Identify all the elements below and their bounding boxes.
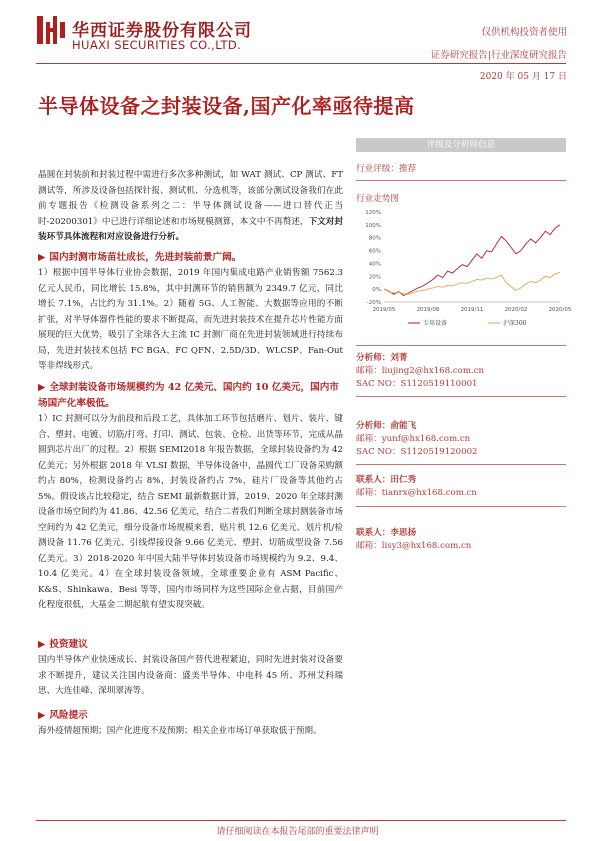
- analyst-email[interactable]: 邮箱：lisy3@hx168.com.cn: [356, 541, 472, 551]
- analyst-email[interactable]: 邮箱：liujing2@hx168.com.cn: [356, 366, 485, 376]
- section-market: [38, 250, 343, 375]
- y-tick-label: 80%: [368, 235, 381, 242]
- triangle-bullet-icon: ▶: [38, 639, 46, 650]
- section-body: 海外疫情超预期；国产化进度不及预期；相关企业市场订单获取低于预期。: [38, 726, 322, 736]
- company-name-en: HUAXI SECURITIES CO.,LTD.: [72, 38, 242, 52]
- x-tick-label: 2020/02: [504, 307, 528, 313]
- analyst-email[interactable]: 邮箱：yunf@hx168.com.cn: [356, 434, 471, 444]
- y-tick-label: 100%: [365, 222, 381, 229]
- section-body: 1）IC 封测可以分为前段和后段工艺，具体加工环节包括磨片、划片、装片、键合、塑封、电镀、切筋/打弯、打印、测试、包装、仓检、出货等环节，完成从晶圆到芯片出厂的过程。2）根据 SEMI2018 年报告数据，全球封装设备约为 42 亿美元；另外根据 2018 年 VLSI 数据，半导体设备中，晶圆代工厂设备采购额约占 80%，检测设备约占 8%，封装设备约占 7%，硅片厂设备等其他约占 5%。假设该占比较稳定，结合 SEMI 最新数据计算，2019、2020 年全球封测设备市场空间约为 41.86、42.56 亿美元，结合二者我们判断全球封测装备市场空间约为 42 亿美元，细分设备市场规模来看，贴片机 12.6 亿美元、划片机/检测设备 11.76 亿美元、引线焊接设备 9.66 亿美元、塑封、切筋成型设备 7.56 亿美元。3）2018-2020 年中国大陆半导体封装设备市场规模约为 9.2、9.4、10.4 亿美元。4）在全球封装设备领域，全球重要企业有 ASM Pacific、K&S、Shinkawa、Besi 等等，国内市场同样为这些国际企业占据，目前国产化程度很低，大基金二期起航有望实现突破。: [38, 414, 343, 610]
- divider: [356, 506, 566, 507]
- industry-trend-chart: [356, 206, 572, 331]
- section-body: 国内半导体产业快速成长、封装设备国产替代进程紧迫，同时先进封装对设备要求不断提升，建议关注国内设备商：盛美半导体、中电科 45 所、苏州艾科瑞思、大连佳峰、深圳翠涛等。: [38, 655, 343, 696]
- x-tick-label: 2019/05: [372, 307, 396, 313]
- y-tick-label: -20%: [366, 300, 381, 306]
- triangle-bullet-icon: ▶: [38, 252, 46, 263]
- divider: [356, 345, 566, 346]
- analyst-card: [356, 474, 566, 500]
- y-tick-label: 60%: [368, 248, 381, 255]
- section-heading: 全球封装设备市场规模约为 42 亿美元、国内约 10 亿美元，国内市场国产化率极低。: [38, 382, 339, 409]
- analyst-card: [356, 420, 566, 459]
- analyst-name: 联系人：李思扬: [356, 528, 417, 538]
- analyst-email[interactable]: 邮箱：tianrx@hx168.com.cn: [356, 488, 477, 498]
- audience-note: 仅供机构投资者使用: [481, 27, 567, 38]
- section-investment: [38, 637, 343, 700]
- footer-disclaimer: 请仔细阅读在本报告尾部的重要法律声明: [216, 827, 379, 837]
- page-title: 半导体设备之封装设备,国产化率亟待提高: [38, 94, 415, 118]
- divider: [356, 180, 566, 181]
- rating-value: 推荐: [398, 164, 417, 174]
- section-heading: 投资建议: [49, 639, 88, 650]
- rating: [356, 162, 566, 174]
- sidebar-header: 评级及分析师信息: [356, 138, 566, 152]
- divider: [356, 396, 566, 397]
- analyst-name: 分析师：刘菁: [356, 353, 408, 363]
- divider: [356, 464, 566, 465]
- analyst-name: 联系人：田仁秀: [356, 475, 417, 485]
- intro-bold-text: 下文对封装环节具体流程和对应设备进行分析。: [38, 216, 343, 242]
- series-line: [384, 225, 560, 296]
- analyst-sac: SAC NO：S1120519120002: [356, 447, 478, 457]
- triangle-bullet-icon: ▶: [38, 382, 46, 393]
- intro-text: 晶圆在封装前和封装过程中需进行多次多种测试，如 WAT 测试、CP 测试、FT 测试等，所涉及设备包括探针报、测试机、分选机等，该部分测试设备我们在此前专题报告《检测设备系列之二：半导体测试设备——进口替代正当时-20200301》中已进行详细论述和市场规模测算，本文中不再赘述，: [38, 170, 343, 227]
- x-tick-label: 2019/11: [460, 307, 484, 313]
- huaxi-logo-icon: [37, 16, 65, 44]
- triangle-bullet-icon: ▶: [38, 710, 46, 721]
- analyst-card: [356, 352, 566, 391]
- report-date: 2020 年 05 月 17 日: [479, 72, 567, 82]
- analyst-name: 分析师：俞能飞: [356, 421, 417, 431]
- legend-label: 沪深300: [503, 320, 527, 327]
- y-tick-label: 120%: [365, 210, 381, 216]
- header-divider: [36, 63, 566, 64]
- x-tick-label: 2019/08: [416, 307, 440, 313]
- analyst-card: [356, 527, 566, 553]
- y-tick-label: 0%: [372, 287, 381, 294]
- y-tick-label: 20%: [368, 274, 381, 281]
- intro-paragraph: [38, 168, 343, 246]
- section-body: 1）根据中国半导体行业协会数据，2019 年国内集成电路产业销售额 7562.3 亿元人民币，同比增长 15.8%，其中封测环节的销售额为 2349.7 亿元，同比增长 7.1%，占比约为 31.1%。2）随着 5G、人工智能、大数据等应用的不断扩张，对半导体器件性能的要求不断提高，而先进封装技术在提升芯片性能方面展现的巨大优势，吸引了全球各大主流 IC 封测厂商在先进封装领域进行持续布局，先进封装技术包括 FC BGA、FC QFN、2.5D/3D、WLCSP、Fan-Out 等非焊线形式。: [38, 268, 343, 371]
- rating-label: 行业评级：: [356, 164, 399, 174]
- analyst-sac: SAC NO：S1120519110001: [356, 379, 478, 389]
- legend-label: 专用设备: [423, 320, 448, 327]
- section-equipment: [38, 380, 343, 614]
- series-line: [384, 272, 560, 294]
- section-risk: [38, 708, 343, 740]
- y-tick-label: 40%: [368, 261, 381, 268]
- footer-divider: [36, 820, 566, 821]
- trend-title: 行业走势图: [356, 194, 399, 204]
- section-heading: 风险提示: [49, 710, 88, 721]
- company-name-cn: 华西证券股份有限公司: [72, 21, 252, 41]
- x-tick-label: 2020/05: [548, 307, 572, 313]
- section-heading: 国内封测市场苗壮成长，先进封装前景广阔。: [49, 252, 242, 263]
- report-type: 证券研究报告|行业深度研究报告: [430, 50, 567, 61]
